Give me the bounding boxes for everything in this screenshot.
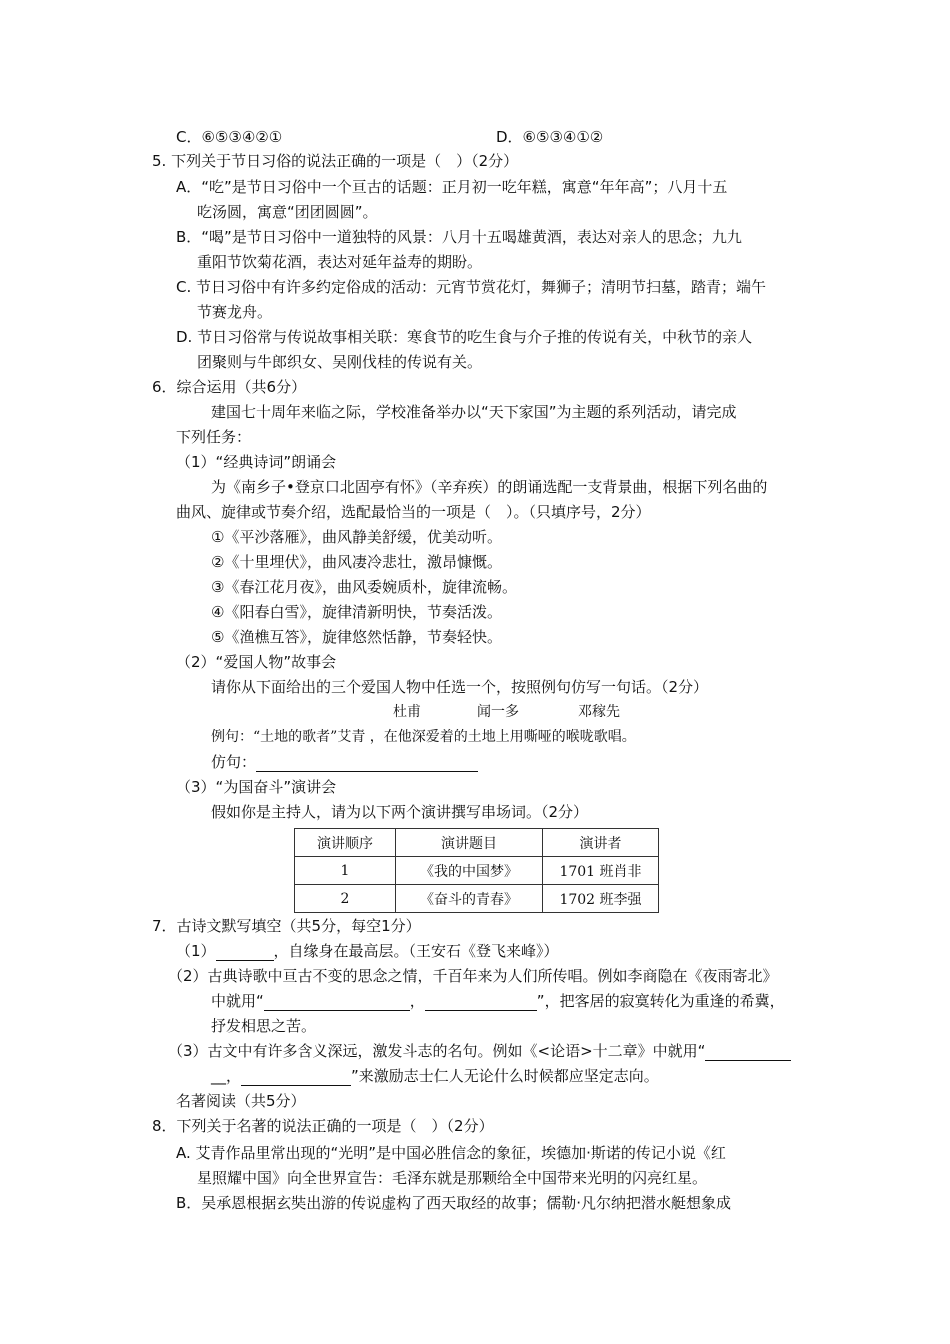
q8-option-a: A. 艾青作品里常出现的“光明”是中国必胜信念的象征，埃德加·斯诺的传记小说《红: [176, 1144, 726, 1162]
q4-option-d: D．⑥⑤③④①②: [496, 128, 604, 146]
q7-item3-pre: __，: [211, 1067, 242, 1085]
table-row: [295, 857, 659, 885]
imitation-answer-blank[interactable]: [256, 753, 478, 772]
q7-blank-5[interactable]: [241, 1067, 351, 1086]
q7-stem: 7．古诗文默写填空（共5分，每空1分）: [152, 917, 421, 935]
q7-item1-prefix: （1）: [176, 942, 216, 960]
table-cell: 2: [295, 885, 396, 913]
q5-option-c: C. 节日习俗中有许多约定俗成的活动：元宵节赏花灯，舞狮子；清明节扫墓，踏青；端午: [176, 278, 767, 296]
q8-option-b: B．吴承恩根据玄奘出游的传说虚构了西天取经的故事；儒勒·凡尔纳把潜水艇想象成: [176, 1194, 732, 1212]
example-sentence: 例句：“土地的歌者”艾青 ，在他深爱着的土地上用嘶哑的喉咙歌唱。: [211, 729, 636, 745]
q7-item3-text: （3）古文中有许多含义深远，激发斗志的名句。例如《<论语>十二章》中就用“: [168, 1042, 706, 1060]
q5-stem: 5. 下列关于节日习俗的说法正确的一项是（ ）（2分）: [152, 152, 519, 170]
q6-music-option: ②《十里埋伏》，曲风凄冷悲壮，激昂慷慨。: [211, 553, 502, 571]
q7-item3: [168, 1041, 791, 1061]
q6-part1-text-cont: 曲风、旋律或节奏介绍，选配最恰当的一项是（ ）。（只填序号，2分）: [176, 503, 651, 521]
q6-part3-text: 假如你是主持人，请为以下两个演讲撰写串场词。（2分）: [211, 803, 589, 821]
imitation-line: [211, 752, 478, 772]
q7-blank-2[interactable]: [264, 992, 410, 1011]
q6-stem: 6．综合运用（共6分）: [152, 378, 307, 396]
table-header: 演讲题目: [396, 829, 543, 857]
q7-item2-end: 抒发相思之苦。: [211, 1017, 317, 1035]
q6-part1-title: （1）“经典诗词”朗诵会: [176, 453, 337, 471]
q7-item2-mid: ，: [409, 992, 425, 1010]
q7-item2: （2）古典诗歌中亘古不变的思念之情，千百年来为人们所传唱。例如李商隐在《夜雨寄北》: [168, 967, 778, 985]
q5-option-b: B．“喝”是节日习俗中一道独特的风景：八月十五喝雄黄酒，表达对亲人的思念；九九: [176, 228, 742, 246]
patriot-name: 闻一多: [477, 704, 519, 720]
reading-section-title: 名著阅读（共5分）: [176, 1092, 306, 1110]
q7-blank-3[interactable]: [425, 992, 537, 1011]
q7-item1-text: ，自缘身在最高层。（王安石《登飞来峰》）: [273, 942, 559, 960]
table-header: 演讲顺序: [295, 829, 396, 857]
q5-option-d-cont: 团聚则与牛郎织女、吴刚伐桂的传说有关。: [197, 353, 483, 371]
q6-intro-cont: 下列任务：: [176, 428, 252, 446]
q4-option-c: C．⑥⑤③④②①: [176, 128, 283, 146]
q6-part2-text: 请你从下面给出的三个爱国人物中任选一个，按照例句仿写一句话。（2分）: [211, 678, 709, 696]
q6-part3-title: （3）“为国奋斗”演讲会: [176, 778, 337, 796]
table-row: [295, 885, 659, 913]
table-cell: 1702 班李强: [543, 885, 659, 913]
q5-option-c-cont: 节赛龙舟。: [197, 303, 273, 321]
q6-music-option: ④《阳春白雪》，旋律清新明快，节奏活泼。: [211, 603, 502, 621]
q8-stem: 8．下列关于名著的说法正确的一项是（ ）（2分）: [152, 1117, 494, 1135]
q6-part2-title: （2）“爱国人物”故事会: [176, 653, 337, 671]
q6-music-option: ⑤《渔樵互答》，旋律悠然恬静，节奏轻快。: [211, 628, 502, 646]
q5-option-a: A．“吃”是节日习俗中一个亘古的话题：正月初一吃年糕，寓意“年年高”；八月十五: [176, 178, 728, 196]
table-cell: 《奋斗的青春》: [396, 885, 543, 913]
q8-option-a-cont: 星照耀中国》向全世界宣告：毛泽东就是那颗给全中国带来光明的闪亮红星。: [197, 1169, 708, 1187]
q7-item2-pre: 中就用“: [211, 992, 264, 1010]
speech-table: [294, 828, 659, 913]
patriot-name: 杜甫: [393, 704, 421, 720]
q6-music-option: ③《春江花月夜》，曲风委婉质朴，旋律流畅。: [211, 578, 517, 596]
q7-blank-4[interactable]: [705, 1042, 791, 1061]
q6-intro: 建国七十周年来临之际，学校准备举办以“天下家国”为主题的系列活动，请完成: [211, 403, 737, 421]
q7-blank-1[interactable]: [216, 942, 274, 961]
q7-item3-cont: [211, 1066, 659, 1086]
table-cell: 1701 班肖非: [543, 857, 659, 885]
q6-part1-text: 为《南乡子•登京口北固亭有怀》（辛弃疾）的朗诵选配一支背景曲，根据下列名曲的: [211, 478, 768, 496]
q5-option-a-cont: 吃汤圆，寓意“团团圆圆”。: [197, 203, 378, 221]
table-header-row: [295, 829, 659, 857]
table-cell: 1: [295, 857, 396, 885]
q7-item3-post: ”来激励志士仁人无论什么时候都应坚定志向。: [351, 1067, 659, 1085]
imitation-label: 仿句：: [211, 753, 257, 771]
q6-music-option: ①《平沙落雁》，曲风静美舒缓，优美动听。: [211, 528, 502, 546]
table-header: 演讲者: [543, 829, 659, 857]
q7-item1: [176, 941, 559, 961]
q7-item2-post: ”，把客居的寂寞转化为重逢的希冀，: [536, 992, 785, 1010]
patriot-name: 邓稼先: [578, 704, 620, 720]
table-cell: 《我的中国梦》: [396, 857, 543, 885]
q5-option-b-cont: 重阳节饮菊花酒，表达对延年益寿的期盼。: [197, 253, 483, 271]
q5-option-d: D. 节日习俗常与传说故事相关联：寒食节的吃生食与介子推的传说有关，中秋节的亲人: [176, 328, 753, 346]
q7-item2-cont: [211, 991, 785, 1011]
